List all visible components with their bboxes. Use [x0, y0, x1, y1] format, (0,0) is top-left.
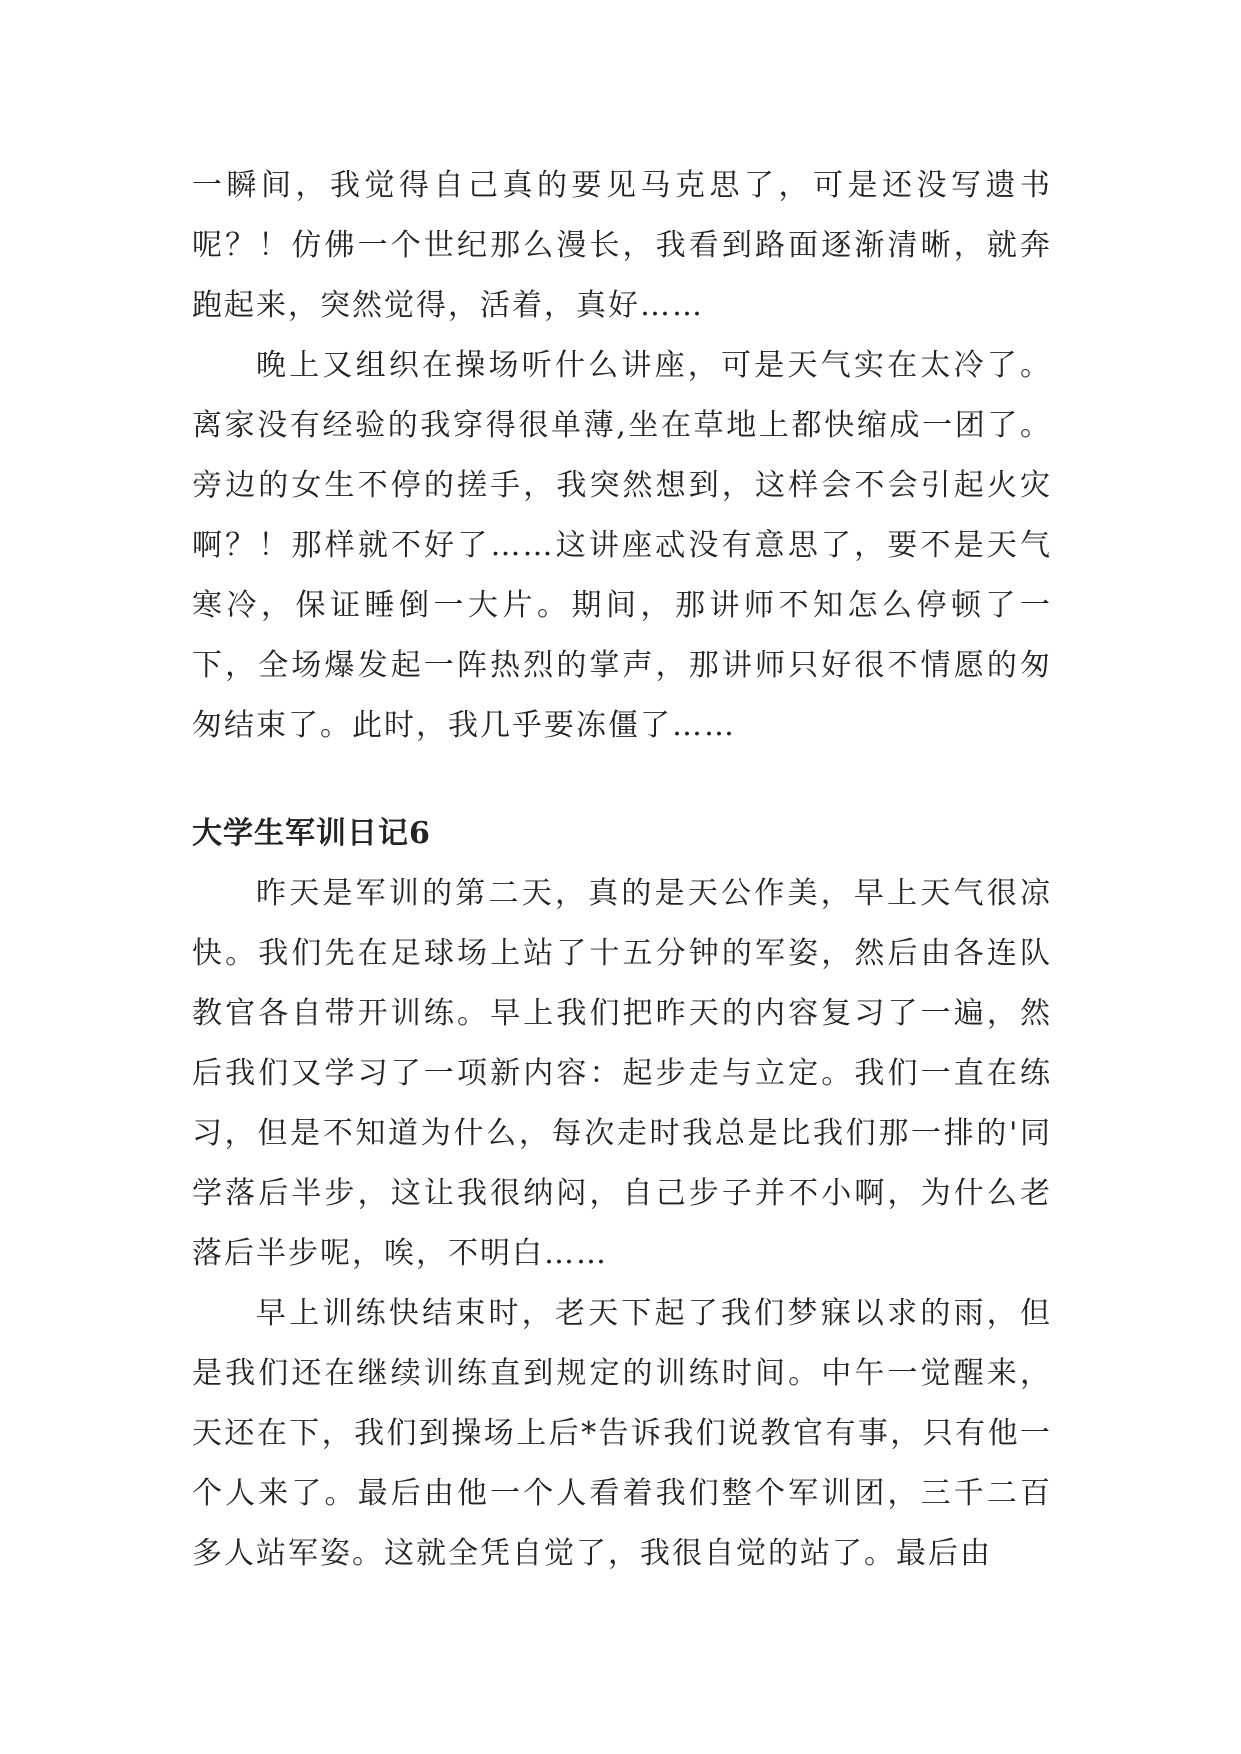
paragraph-second-day: 昨天是军训的第二天，真的是天公作美，早上天气很凉快。我们先在足球场上站了十五分钟的军姿，然后由各连队教官各自带开训练。早上我们把昨天的内容复习了一遍，然后我们又学习了一项新内容：起步走与立定。我们一直在练习，但是不知道为什么，每次走时我总是比我们那一排的'同学落后半步，这让我很纳闷，自己步子并不小啊，为什么老落后半步呢，唉，不明白……: [192, 876, 1052, 1271]
paragraph-continuation: 一瞬间，我觉得自己真的要见马克思了，可是还没写遗书呢？！仿佛一个世纪那么漫长，我看到路面逐渐清晰，就奔跑起来，突然觉得，活着，真好……: [192, 168, 1052, 323]
paragraph-rain: 早上训练快结束时，老天下起了我们梦寐以求的雨，但是我们还在继续训练直到规定的训练时间。中午一觉醒来，天还在下，我们到操场上后*告诉我们说教官有事，只有他一个人来了。最后由他一个人看着我们整个军训团，三千二百多人站军姿。这就全凭自觉了，我很自觉的站了。最后由: [192, 1296, 1052, 1571]
paragraph-lecture: 晚上又组织在操场听什么讲座，可是天气实在太冷了。离家没有经验的我穿得很单薄,坐在草地上都快缩成一团了。旁边的女生不停的搓手，我突然想到，这样会不会引起火灾啊？！那样就不好了……这讲座忒没有意思了，要不是天气寒冷，保证睡倒一大片。期间，那讲师不知怎么停顿了一下，全场爆发起一阵热烈的掌声，那讲师只好很不情愿的匆匆结束了。此时，我几乎要冻僵了……: [192, 348, 1052, 743]
document-body: [192, 156, 1052, 1584]
section-title: 大学生军训日记6: [192, 816, 431, 851]
